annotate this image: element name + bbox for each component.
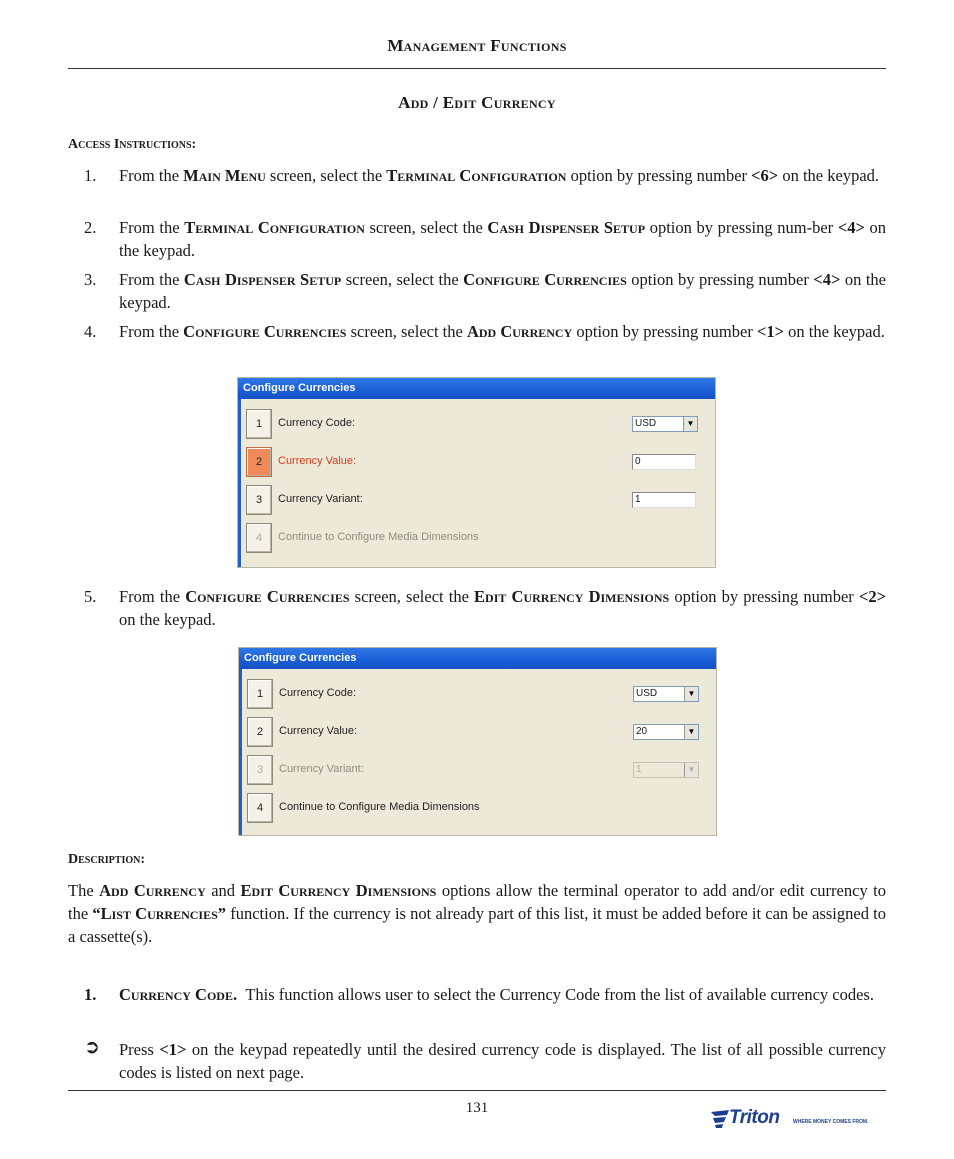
item-number: 1. <box>84 985 97 1004</box>
configure-currencies-screen-add <box>237 377 716 568</box>
access-instructions-heading: Access Instructions: <box>68 137 197 152</box>
keypad-note: Press <1> on the keypad repeatedly until the desired currency code is displayed. The list of all possible currency codes is listed on next page. <box>119 1040 886 1082</box>
continue-label: Continue to Configure Media Dimensions <box>279 801 480 813</box>
option-3-button[interactable]: 3 <box>247 755 273 785</box>
step-number: 2. <box>84 218 97 237</box>
description-heading: Description: <box>68 852 146 867</box>
option-1-button[interactable]: 1 <box>246 409 272 439</box>
triton-logo-icon <box>709 1109 731 1129</box>
currency-variant-value: 1 <box>636 764 642 775</box>
chevron-down-icon[interactable]: ▼ <box>683 417 697 431</box>
step-number: 1. <box>84 166 97 185</box>
currency-code-select[interactable] <box>633 686 699 702</box>
continue-label: Continue to Configure Media Dimensions <box>278 531 479 543</box>
currency-variant-label: Currency Variant: <box>279 763 364 775</box>
description-text: The Add Currency and Edit Currency Dimensions options allow the terminal operator to add and/or edit currency to the “List Currencies” function. If the currency is not already part of this list, it must be added before it can be assigned to a cassette(s). <box>68 881 886 946</box>
step-4-text: From the Configure Currencies screen, select the Add Currency option by pressing number <1> on the keypad. <box>119 322 885 341</box>
page-number: 131 <box>465 1100 489 1116</box>
continue-row <box>247 793 717 823</box>
currency-value-row <box>246 447 716 477</box>
screen-title-bar: Configure Currencies <box>238 378 715 399</box>
chevron-down-icon[interactable]: ▼ <box>684 763 698 777</box>
currency-code-label: Currency Code: <box>278 417 356 429</box>
currency-code-row <box>246 409 716 439</box>
option-2-button[interactable]: 2 <box>246 447 272 477</box>
step-5-text: From the Configure Currencies screen, select the Edit Currency Dimensions option by pressing number <2> on the keypad. <box>119 587 886 629</box>
currency-variant-select[interactable] <box>633 762 699 778</box>
step-number: 5. <box>84 587 97 606</box>
section-title: Add / Edit Currency <box>398 93 556 112</box>
chevron-down-icon[interactable]: ▼ <box>684 687 698 701</box>
option-2-button[interactable]: 2 <box>247 717 273 747</box>
currency-variant-label: Currency Variant: <box>278 493 363 505</box>
currency-code-label: Currency Code: <box>279 687 357 699</box>
currency-value-label: Currency Value: <box>278 455 357 467</box>
currency-variant-row <box>247 755 717 785</box>
currency-code-select[interactable] <box>632 416 698 432</box>
option-4-button[interactable]: 4 <box>246 523 272 553</box>
screen-left-border <box>239 669 242 835</box>
currency-value-label: Currency Value: <box>279 725 358 737</box>
continue-row <box>246 523 716 553</box>
currency-value-row <box>247 717 717 747</box>
step-3-text: From the Cash Dispenser Setup screen, select the Configure Currencies option by pressing number <4> on the keypad. <box>119 270 886 312</box>
currency-variant-row <box>246 485 716 515</box>
screen-left-border <box>238 399 241 567</box>
currency-value-select[interactable] <box>633 724 699 740</box>
step-number: 4. <box>84 322 97 341</box>
option-1-button[interactable]: 1 <box>247 679 273 709</box>
triton-logo <box>709 1107 879 1131</box>
currency-code-row <box>247 679 717 709</box>
header-rule <box>68 68 886 69</box>
logo-wordmark: Triton <box>729 1107 780 1128</box>
chevron-down-icon[interactable]: ▼ <box>684 725 698 739</box>
currency-variant-input[interactable]: 1 <box>632 492 696 508</box>
option-4-button[interactable]: 4 <box>247 793 273 823</box>
configure-currencies-screen-edit <box>238 647 717 836</box>
step-2-text: From the Terminal Configuration screen, select the Cash Dispenser Setup option by pressing num-ber <4> on the keypad. <box>119 218 887 260</box>
running-header: Management Functions <box>387 36 567 55</box>
logo-tagline: WHERE MONEY COMES FROM. <box>793 1119 869 1125</box>
currency-code-value: USD <box>636 688 658 699</box>
step-number: 3. <box>84 270 97 289</box>
step-1-text: From the Main Menu screen, select the Terminal Configuration option by pressing number <6> on the keypad. <box>119 166 880 185</box>
currency-code-value: USD <box>635 418 657 429</box>
arrow-icon: ➲ <box>84 1037 100 1058</box>
currency-value-value: 20 <box>636 726 648 737</box>
option-3-button[interactable]: 3 <box>246 485 272 515</box>
footer-rule <box>68 1090 886 1091</box>
currency-code-item: Currency Code. This function allows user to select the Currency Code from the list of available currency codes. <box>119 985 874 1004</box>
currency-value-input[interactable]: 0 <box>632 454 696 470</box>
screen-title-bar: Configure Currencies <box>239 648 716 669</box>
